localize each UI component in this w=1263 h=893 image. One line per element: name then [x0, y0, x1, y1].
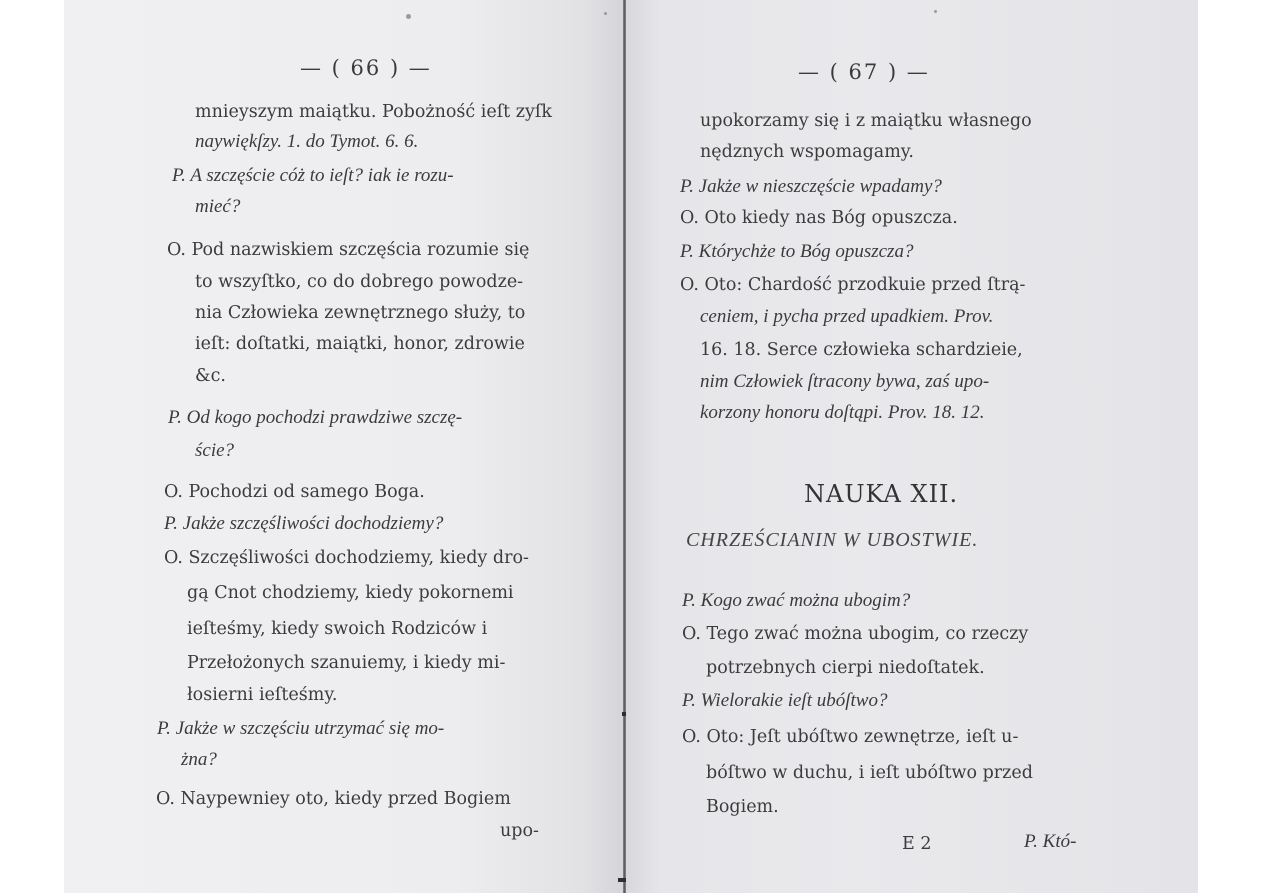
- answer-line: 16. 18. Serce człowieka schardzieie,: [700, 340, 1023, 360]
- answer-line: łosierni ieſteśmy.: [187, 685, 338, 705]
- answer-line: O. Pochodzi od samego Boga.: [164, 482, 425, 502]
- page-number-left: — ( 66 ) —: [300, 56, 432, 80]
- question-line: P. Którychże to Bóg opuszcza?: [680, 241, 914, 262]
- answer-line: bóſtwo w duchu, i ieſt ubóſtwo przed: [706, 763, 1033, 783]
- answer-line: O. Pod nazwiskiem szczęścia rozumie się: [167, 240, 530, 260]
- answer-line: ieſt: doſtatki, maiątki, honor, zdrowie: [195, 334, 525, 354]
- question-line: P. Wielorakie ieſt ubóſtwo?: [682, 690, 888, 711]
- question-line: P. Jakże w szczęściu utrzymać się mo-: [157, 718, 445, 739]
- right-page: [626, 0, 1198, 893]
- answer-line: O. Naypewniey oto, kiedy przed Bogiem: [156, 789, 511, 809]
- answer-line: O. Tego zwać można ubogim, co rzeczy: [682, 624, 1029, 644]
- question-line: P. Jakże w nieszczęście wpadamy?: [680, 176, 942, 197]
- question-line: mieć?: [195, 196, 241, 217]
- chapter-title: NAUKA XII.: [804, 480, 959, 508]
- answer-line: Przełożonych szanuiemy, i kiedy mi-: [187, 653, 506, 673]
- question-line: P. A szczęście cóż to ieſt? iak ie rozu-: [172, 165, 454, 186]
- question-line: żna?: [181, 749, 217, 770]
- page-number-right: — ( 67 ) —: [798, 60, 930, 84]
- answer-line: nędznych wspomagamy.: [700, 142, 914, 162]
- question-line: ście?: [195, 440, 235, 461]
- text-line: mnieyszym maiątku. Pobożność ieſt zyſk: [195, 102, 552, 122]
- signature-mark: E 2: [902, 834, 932, 854]
- answer-line: O. Szczęśliwości dochodziemy, kiedy dro-: [164, 548, 529, 568]
- answer-line: nia Człowieka zewnętrznego służy, to: [195, 303, 526, 323]
- paper-speck: [406, 14, 411, 19]
- answer-line: Bogiem.: [706, 797, 779, 817]
- answer-line: upokorzamy się i z maiątku własnego: [700, 111, 1032, 131]
- question-line: P. Kogo zwać można ubogim?: [682, 590, 911, 611]
- catchword-right: P. Któ-: [1024, 831, 1077, 852]
- left-page: [64, 0, 626, 893]
- question-line: P. Jakże szczęśliwości dochodziemy?: [164, 513, 444, 534]
- chapter-subtitle: CHRZEŚCIANIN W UBOSTWIE.: [686, 529, 979, 551]
- answer-line: ceniem, i pycha przed upadkiem. Prov.: [700, 306, 994, 327]
- answer-line: ieſteśmy, kiedy swoich Rodziców i: [187, 619, 488, 639]
- answer-line: &c.: [195, 366, 226, 386]
- answer-line: korzony honoru doſtąpi. Prov. 18. 12.: [700, 402, 985, 423]
- answer-line: gą Cnot chodziemy, kiedy pokornemi: [187, 583, 514, 603]
- answer-line: nim Człowiek ſtracony bywa, zaś upo-: [700, 371, 990, 392]
- answer-line: to wszyſtko, co do dobrego powodze-: [195, 272, 524, 292]
- answer-line: O. Oto kiedy nas Bóg opuszcza.: [680, 208, 958, 228]
- question-line: P. Od kogo pochodzi prawdziwe szczę-: [168, 407, 463, 428]
- text-line: naywiękſzy. 1. do Tymot. 6. 6.: [195, 131, 419, 152]
- answer-line: O. Oto: Chardość przodkuie przed ſtrą-: [680, 275, 1026, 295]
- paper-speck: [604, 12, 607, 15]
- catchword-left: upo-: [500, 821, 539, 841]
- answer-line: potrzebnych cierpi niedoſtatek.: [706, 658, 985, 678]
- book-scan: [64, 0, 1198, 893]
- answer-line: O. Oto: Jeſt ubóſtwo zewnętrze, ieſt u-: [682, 727, 1019, 747]
- paper-speck: [934, 10, 937, 13]
